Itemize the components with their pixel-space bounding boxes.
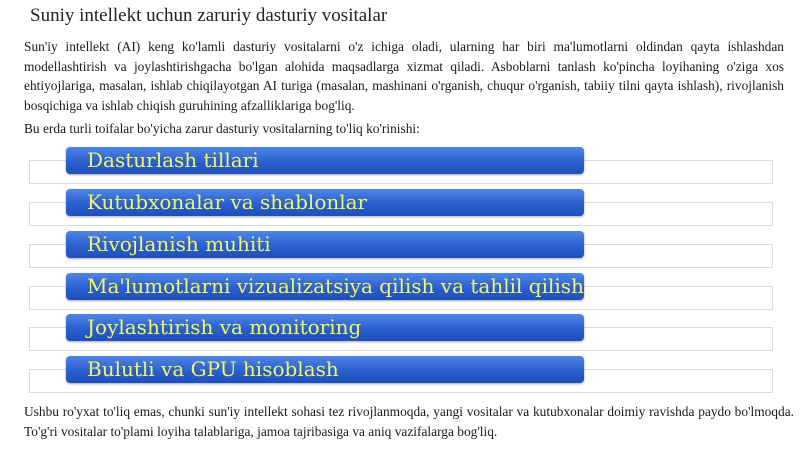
category-item-development-environment: Rivojlanish muhiti: [66, 231, 584, 258]
outro-paragraph: Ushbu ro'yxat to'liq emas, chunki sun'iy intellekt sohasi tez rivojlanmoqda, yangi vositalar va kutubxonalar doimiy ravishda paydo bo'lmoqda. To'g'ri vositalar to'plami loyiha talablariga, jamoa tajribasiga va aniq vazifalarga bog'liq.: [24, 404, 794, 439]
category-item-deployment-monitoring: Joylashtirish va monitoring: [66, 314, 584, 341]
page-title: Suniy intellekt uchun zaruriy dasturiy vositalar: [30, 5, 388, 26]
lead-paragraph: Bu erda turli toifalar bo'yicha zarur dasturiy vositalarning to'liq ko'rinishi:: [24, 121, 420, 136]
intro-paragraph: Sun'iy intellekt (AI) keng ko'lamli dasturiy vositalarni o'z ichiga oladi, ularning har biri ma'lumotlarni oldindan qayta ishlashdan modellashtirish va joylashtirishgacha bo'lgan alohida maqsadlarga xizmat qiladi. Asboblarni tanlash ko'pincha loyihaning o'ziga xos ehtiyojlariga, masalan, ishlab chiqilayotgan AI turiga (masalan, mashinani o'rganish, chuqur o'rganish, tabiiy tilni qayta ishlash), rivojlanish bosqichiga va ishlab chiqish guruhining afzalliklariga bog'liq.: [24, 39, 784, 113]
category-item-libraries-frameworks: Kutubxonalar va shablonlar: [66, 189, 584, 216]
category-item-visualization-analysis: Ma'lumotlarni vizualizatsiya qilish va tahlil qilish: [66, 273, 584, 300]
category-item-cloud-gpu: Bulutli va GPU hisoblash: [66, 356, 584, 383]
category-item-programming-languages: Dasturlash tillari: [66, 147, 584, 174]
